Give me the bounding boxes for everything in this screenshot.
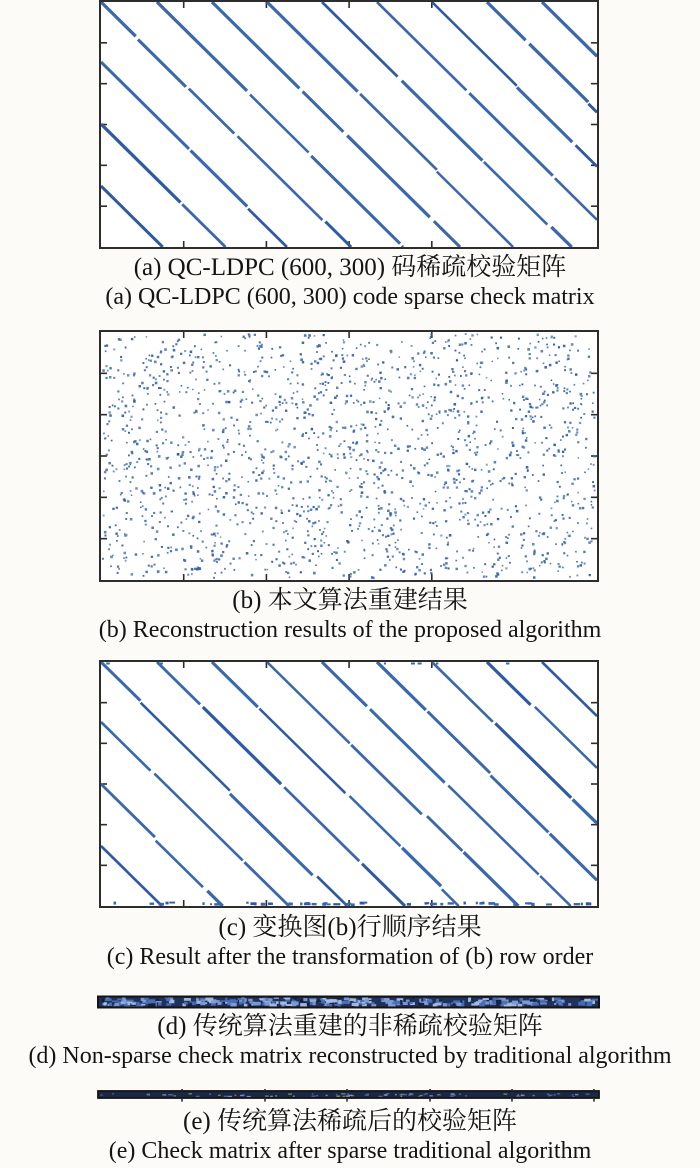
caption-c (0, 913, 700, 972)
strip-canvas-e (97, 1088, 600, 1104)
caption-e-en: (e) Check matrix after sparse traditional algorithm (108, 1138, 592, 1164)
strip-canvas-d (97, 995, 600, 1009)
caption-b-zh: (b) 本文算法重建结果 (232, 587, 468, 614)
spy-canvas-a (101, 2, 597, 247)
dense-strip-d (97, 995, 600, 1009)
caption-e-zh: (e) 传统算法稀疏后的校验矩阵 (183, 1108, 517, 1135)
spy-canvas-c (101, 662, 597, 906)
caption-c-zh: (c) 变换图(b)行顺序结果 (218, 914, 482, 941)
caption-d-en: (d) Non-sparse check matrix reconstructed by traditional algorithm (28, 1043, 672, 1069)
spy-plot-c (99, 660, 599, 908)
caption-b (0, 586, 700, 645)
caption-a-zh: (a) QC-LDPC (600, 300) 码稀疏校验矩阵 (133, 254, 567, 281)
caption-d (0, 1012, 700, 1071)
caption-a (0, 253, 700, 312)
caption-e (0, 1107, 700, 1166)
spy-plot-b (99, 330, 599, 582)
caption-c-en: (c) Result after the transformation of (b) row order (106, 944, 594, 970)
spy-canvas-b (101, 332, 597, 580)
caption-b-en: (b) Reconstruction results of the proposed algorithm (98, 617, 602, 643)
spy-plot-a (99, 0, 599, 249)
caption-a-en: (a) QC-LDPC (600, 300) code sparse check matrix (105, 284, 595, 310)
thin-strip-e (97, 1088, 600, 1104)
caption-d-zh: (d) 传统算法重建的非稀疏校验矩阵 (157, 1013, 543, 1040)
